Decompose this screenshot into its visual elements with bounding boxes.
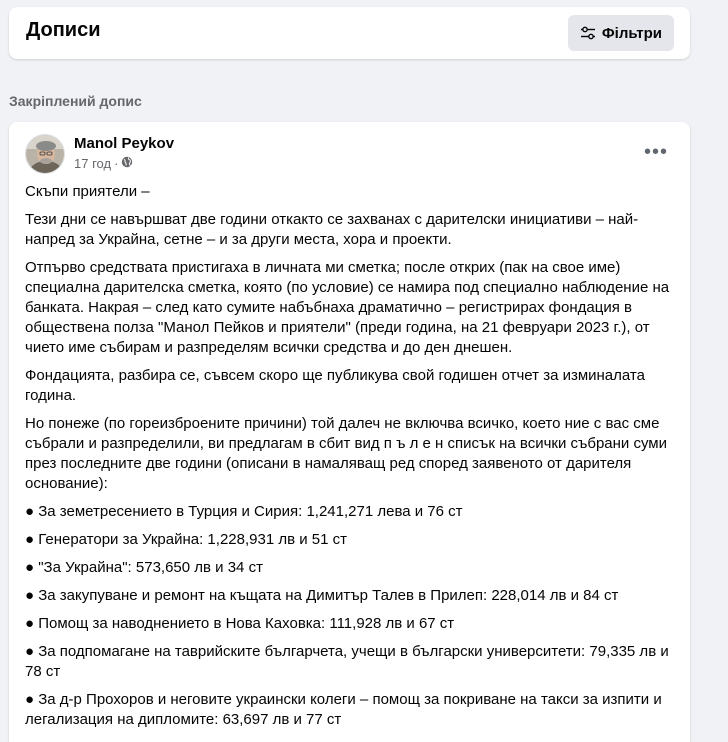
pinned-post [9,122,690,742]
posts-header-card [9,7,690,59]
list-item: ● Генератори за Украйна: 1,228,931 лв и 51 ст [25,531,347,548]
post-paragraph: Тези дни се навършват две години откакто се захванах с дарителски инициативи – най-напред за Украйна, сетне – и за други места, хора и проекти. [25,211,639,248]
list-item: ● Помощ за наводнението в Нова Каховка: 111,928 лв и 67 ст [25,615,455,632]
filters-button[interactable] [568,15,674,51]
globe-icon [121,156,133,171]
page-title: Дописи [26,19,101,41]
list-item: ● За земетресението в Турция и Сирия: 1,241,271 лева и 76 ст [25,503,463,520]
meta-separator: · [114,156,119,171]
post-paragraph: Фондацията, разбира се, съвсем скоро ще публикува свой годишен отчет за изминалата година. [25,367,645,404]
post-paragraph: Отпърво средствата пристигаха в личната ми сметка; после открих (пак на свое име) специална дарителска сметка, която (по условие) се намира под специално наблюдение на банката. Накрая – след като сумите набъбнаха драматично – регистрирах фондация в обществена полза "Манол Пейков и приятели" (преди година, на 21 февруари 2023 г.), от чието име събирам и разпределям всички средства и до ден днешен. [25,259,670,356]
list-item: ● "За Украйна": 573,650 лв и 34 ст [25,559,263,576]
post-author[interactable]: Manol Peykov [74,135,175,152]
post-paragraph: Скъпи приятели – [25,183,150,200]
sliders-icon [580,25,596,41]
list-item: ● За д-р Прохоров и неговите украински колеги – помощ за покриване на такси за изпити и легализация на дипломите: 63,697 лв и 77 ст [25,691,662,728]
avatar[interactable] [25,134,65,174]
post-time[interactable]: 17 год [74,156,112,171]
post-meta [74,156,133,171]
pinned-post-label: Закріплений допис [9,93,142,109]
post-paragraph: Но понеже (по гореизброените причини) той далеч не включва всичко, което ние с вас сме събрали и разпределили, ви предлагам в сбит вид п ъ л е н списък на всички събрани суми през последните две години (описани в намаляващ ред според заявеното от дарителя основание): [25,415,667,492]
list-item: ● За закупуване и ремонт на къщата на Димитър Талев в Прилеп: 228,014 лв и 84 ст [25,587,619,604]
post-text [25,182,670,738]
filters-label: Фільтри [601,24,662,42]
list-item: ● За подпомагане на таврийските българчета, учещи в български университети: 79,335 лв и 78 ст [25,643,669,680]
more-options-button[interactable]: ••• [643,140,668,163]
